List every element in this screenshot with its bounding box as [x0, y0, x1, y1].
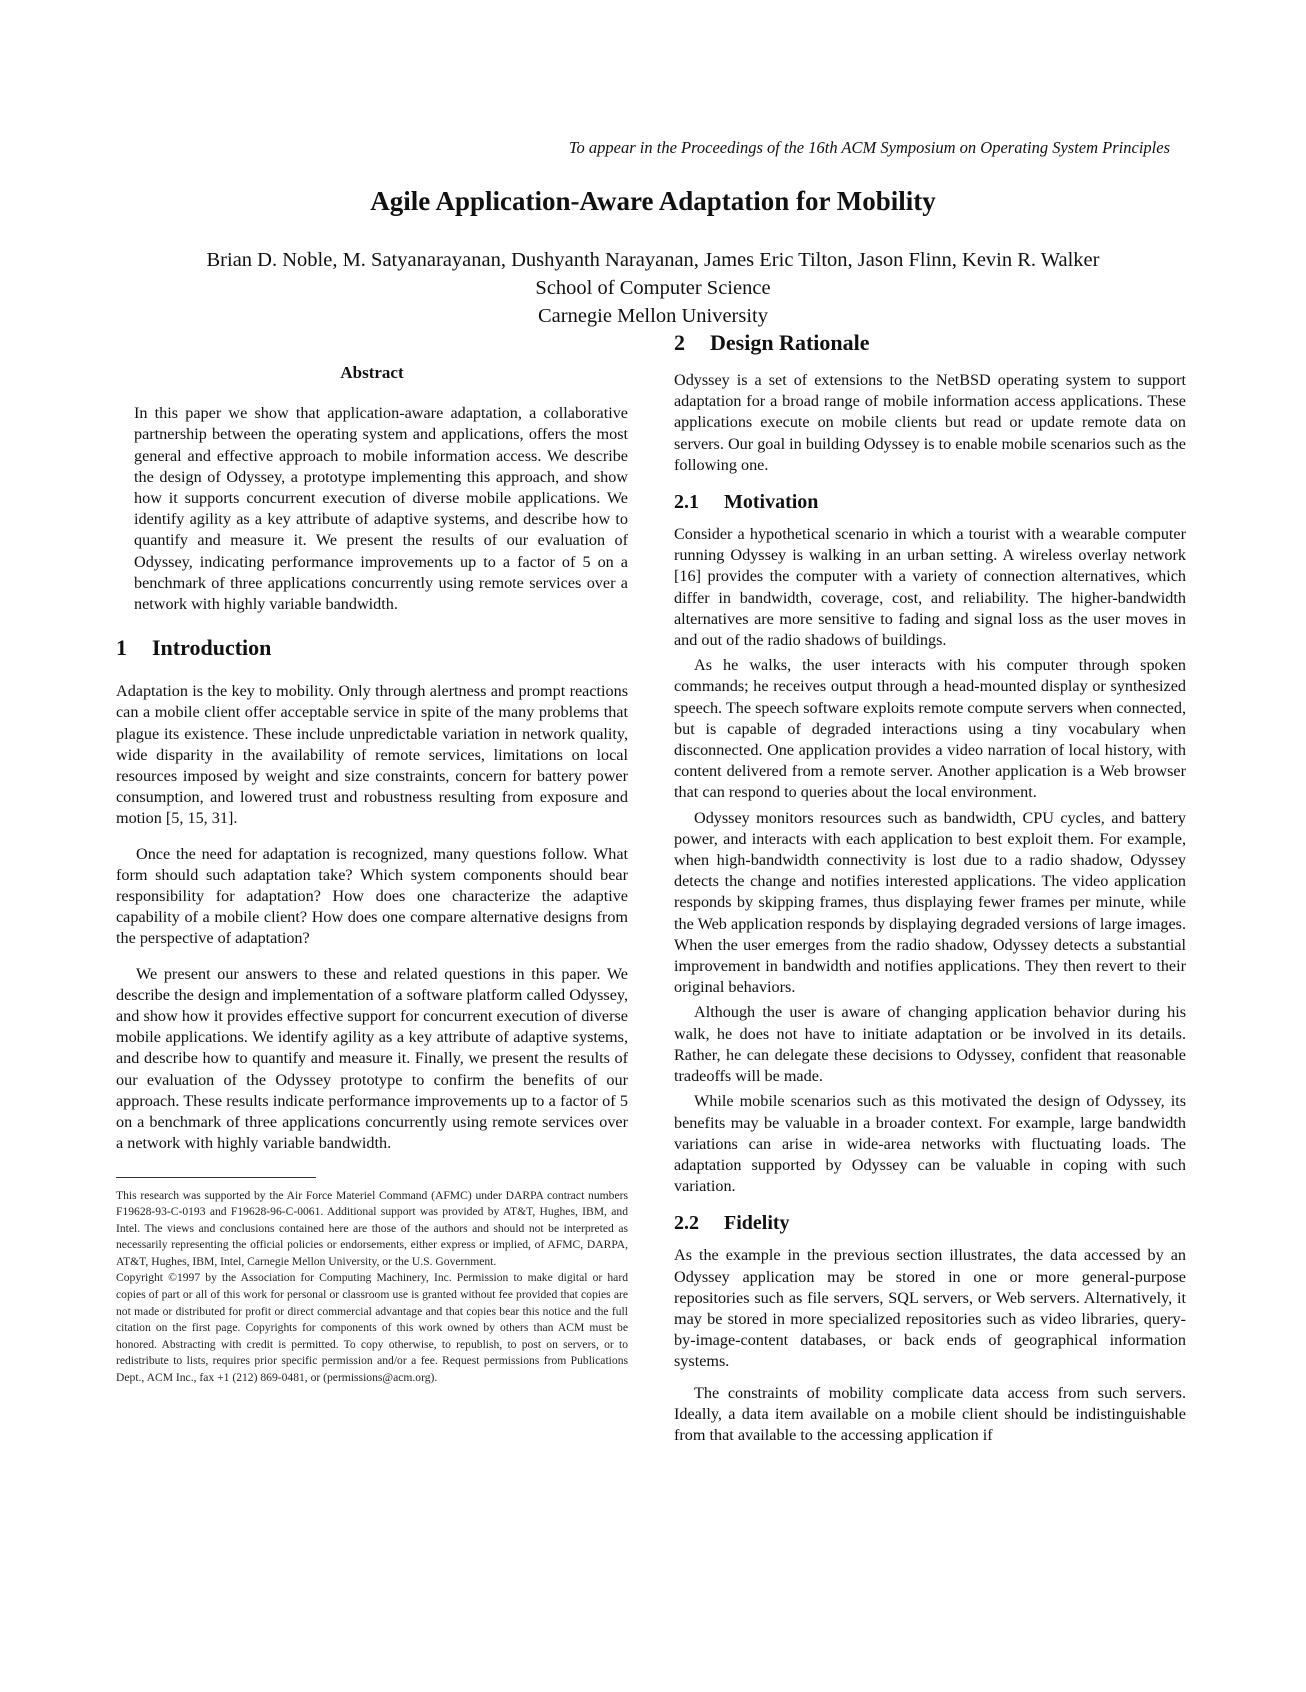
section-number: 2: [674, 330, 685, 355]
motivation-paragraph-4: Although the user is aware of changing application behavior during his walk, he does not have to initiate adaptation or be involved in its details. Rather, he can delegate these decisions to Odyssey, confident that reasonable tradeoffs will be made.: [674, 1003, 1186, 1086]
section-title: Design Rationale: [710, 330, 870, 355]
paper-title: Agile Application-Aware Adaptation for Mobility: [370, 186, 936, 216]
header-note: To appear in the Proceedings of the 16th ACM Symposium on Operating System Principles: [568, 138, 1170, 157]
fidelity-paragraph-1: As the example in the previous section illustrates, the data accessed by an Odyssey application may be stored in one or more general-purpose repositories such as file servers, SQL servers, or Web servers. Alternatively, it may be stored in more specialized repositories such as video libraries, query-by-image-content databases, or back ends of geographical information systems.: [674, 1246, 1186, 1371]
design-paragraph-1: Odyssey is a set of extensions to the NetBSD operating system to support adaptation for a broad range of mobile information access applications. These applications execute on mobile clients but read or update remote data on servers. Our goal in building Odyssey is to enable mobile scenarios such as the following one.: [674, 371, 1186, 474]
left-column: [116, 362, 628, 1387]
footnote-divider: [116, 1177, 316, 1178]
section-heading-design-rationale: [674, 330, 1186, 356]
intro-paragraph-1: Adaptation is the key to mobility. Only through alertness and prompt reactions can a mobile client offer acceptable service in spite of the many problems that plague its existence. These include unpredictable variation in network quality, wide disparity in the availability of remote services, limitations on local resources imposed by weight and size constraints, concern for battery power consumption, and lowered trust and robustness resulting from exposure and motion [5, 15, 31].: [116, 682, 628, 828]
author-block: [0, 246, 1306, 330]
affiliation-school: School of Computer Science: [535, 277, 771, 299]
section-heading-introduction: [116, 635, 628, 661]
subsection-number: 2.2: [674, 1212, 699, 1235]
subsection-heading-fidelity: [674, 1211, 1186, 1235]
subsection-title: Fidelity: [724, 1212, 790, 1235]
motivation-paragraph-3: Odyssey monitors resources such as bandwidth, CPU cycles, and battery power, and interacts with each application to best exploit them. For example, when high-bandwidth connectivity is lost due to a radio shadow, Odyssey detects the change and notifies interested applications. The video application responds by skipping frames, thus displaying fewer frames per minute, while the Web application responds by displaying degraded versions of large images. When the user emerges from the radio shadow, Odyssey detects a substantial improvement in bandwidth and notifies applications. They then revert to their original behaviors.: [674, 808, 1186, 997]
motivation-paragraph-5: While mobile scenarios such as this motivated the design of Odyssey, its benefits may be valuable in a broader context. For example, large bandwidth variations can arise in wide-area networks with fluctuating loads. The adaptation supported by Odyssey can be valuable in coping with such variation.: [674, 1092, 1186, 1196]
abstract-text: In this paper we show that application-aware adaptation, a collaborative partnership between the operating system and applications, offers the most general and effective approach to mobile information access. We describe the design of Odyssey, a prototype implementing this approach, and show how it supports concurrent execution of diverse mobile applications. We identify agility as a key attribute of adaptive systems, and describe how to quantify and measure it. We present the results of our evaluation of Odyssey, indicating performance improvements up to a factor of 5 on a benchmark of three applications concurrently using remote services over a network with highly variable bandwidth.: [134, 404, 628, 614]
affiliation-university: Carnegie Mellon University: [537, 305, 768, 327]
abstract-heading: Abstract: [340, 363, 404, 382]
footnote-copyright: Copyright ©1997 by the Association for Computing Machinery, Inc. Permission to make digital or hard copies of part or all of this work for personal or classroom use is granted without fee provided that copies are not made or distributed for profit or direct commercial advantage and that copies bear this notice and the full citation on the first page. Copyrights for components of this work owned by others than ACM must be honored. Abstracting with credit is permitted. To copy otherwise, to republish, to post on servers, or to redistribute to lists, requires prior specific permission and/or a fee. Request permissions from Publications Dept., ACM Inc., fax +1 (212) 869-0481, or (permissions@acm.org).: [116, 1271, 628, 1385]
right-column: [674, 330, 1186, 1450]
motivation-paragraph-1: Consider a hypothetical scenario in which a tourist with a wearable computer running Odyssey is walking in an urban setting. A wireless overlay network [16] provides the computer with a variety of connection alternatives, which differ in bandwidth, coverage, cost, and reliability. The higher-bandwidth alternatives are more sensitive to fading and signal loss as the user moves in and out of the radio shadows of buildings.: [674, 525, 1186, 650]
section-number: 1: [116, 635, 127, 661]
intro-paragraph-3: We present our answers to these and related questions in this paper. We describe the design and implementation of a software platform called Odyssey, and show how it provides effective support for concurrent execution of diverse mobile applications. We identify agility as a key attribute of adaptive systems, and describe how to quantify and measure it. Finally, we present the results of our evaluation of the Odyssey prototype to confirm the benefits of our approach. These results indicate performance improvements up to a factor of 5 on a benchmark of three applications concurrently using remote services over a network with highly variable bandwidth.: [116, 964, 628, 1153]
subsection-heading-motivation: [674, 490, 1186, 514]
fidelity-paragraph-2: The constraints of mobility complicate data access from such servers. Ideally, a data item available on a mobile client should be indistinguishable from that available to the accessing application if: [674, 1383, 1186, 1444]
subsection-number: 2.1: [674, 491, 699, 514]
footnote-support: This research was supported by the Air Force Materiel Command (AFMC) under DARPA contract numbers F19628-93-C-0193 and F19628-96-C-0061. Additional support was provided by AT&T, Hughes, IBM, and Intel. The views and conclusions contained here are those of the authors and should not be interpreted as necessarily representing the official policies or endorsements, either express or implied, of AFMC, DARPA, AT&T, Hughes, IBM, Intel, Carnegie Mellon University, or the U.S. Government.: [116, 1188, 628, 1268]
subsection-title: Motivation: [724, 491, 819, 514]
author-list: Brian D. Noble, M. Satyanarayanan, Dushyanth Narayanan, James Eric Tilton, Jason Flinn, Kevin R. Walker: [206, 249, 1100, 271]
motivation-paragraph-2: As he walks, the user interacts with his computer through spoken commands; he receives output through a head-mounted display or synthesized speech. The speech software exploits remote compute servers when connected, but is capable of degraded interactions using a tiny vocabulary when disconnected. One application provides a video narration of local history, with content delivered from a remote server. Another application is a Web browser that can respond to queries about the local environment.: [674, 656, 1186, 802]
section-title: Introduction: [152, 635, 272, 661]
intro-paragraph-2: Once the need for adaptation is recognized, many questions follow. What form should such adaptation take? Which system components should bear responsibility for adaptation? How does one characterize the adaptive capability of a mobile client? How does one compare alternative designs from the perspective of adaptation?: [116, 844, 628, 948]
